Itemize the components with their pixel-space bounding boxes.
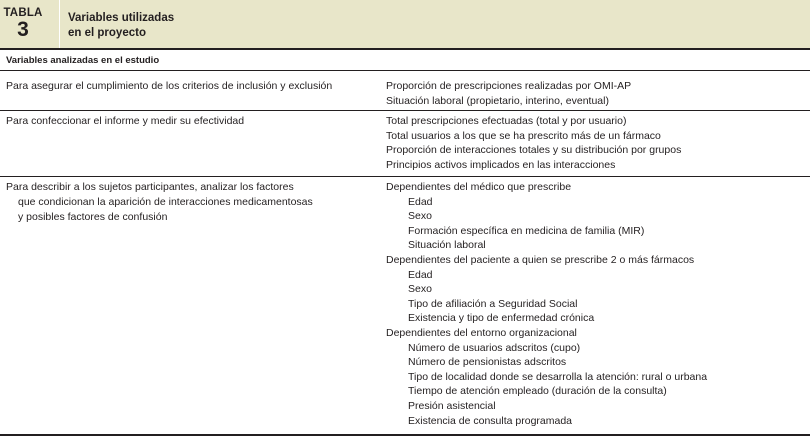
- variable-line: Número de usuarios adscritos (cupo): [408, 341, 581, 354]
- variable-line: Total usuarios a los que se ha prescrito más de un fármaco: [386, 129, 661, 142]
- variable-line: Presión asistencial: [408, 399, 496, 412]
- variable-line: Proporción de interacciones totales y su distribución por grupos: [386, 144, 682, 157]
- table-number: 3: [17, 18, 29, 41]
- table-title: [68, 11, 174, 41]
- variable-line: Proporción de prescripciones realizadas por OMI-AP: [386, 80, 632, 92]
- group-heading-entorno: Dependientes del entorno organizacional: [386, 326, 577, 339]
- row-purpose: [6, 79, 332, 94]
- table-bottom-rule: [0, 434, 810, 436]
- row-rule: [0, 176, 810, 177]
- variable-line: Situación laboral (propietario, interino, eventual): [386, 94, 609, 107]
- row-purpose: [6, 114, 244, 129]
- variable-line: Principios activos implicados en las interacciones: [386, 158, 616, 171]
- purpose-line: Para describir a los sujetos participantes, analizar los factores: [6, 181, 294, 193]
- variable-line: Tipo de afiliación a Seguridad Social: [408, 297, 578, 310]
- purpose-line: que condicionan la aparición de interacciones medicamentosas: [18, 196, 313, 208]
- variable-line: Formación específica en medicina de familia (MIR): [408, 224, 645, 237]
- group-heading-medico: Dependientes del médico que prescribe: [386, 181, 572, 193]
- table-label-word: TABLA: [3, 7, 43, 19]
- variable-line: Sexo: [408, 283, 432, 296]
- purpose-line: y posibles factores de confusión: [18, 211, 168, 223]
- header-divider: [59, 0, 60, 48]
- group-heading-paciente: Dependientes del paciente a quien se prescribe 2 o más fármacos: [386, 253, 695, 266]
- purpose-line: Para asegurar el cumplimiento de los criterios de inclusión y exclusión: [6, 80, 333, 92]
- variable-line: Tipo de localidad donde se desarrolla la atención: rural o urbana: [408, 370, 708, 383]
- row-variables: [386, 180, 707, 428]
- row-rule: [0, 110, 810, 111]
- row-variables: [386, 114, 681, 172]
- variable-line: Edad: [408, 195, 433, 208]
- subheader-rule: [0, 70, 810, 71]
- variable-line: Existencia de consulta programada: [408, 414, 573, 427]
- column-subheader: Variables analizadas en el estudio: [6, 55, 160, 66]
- table-label-box: [0, 0, 60, 48]
- variable-line: Existencia y tipo de enfermedad crónica: [408, 312, 595, 325]
- variable-line: Sexo: [408, 210, 432, 223]
- purpose-line: Para confeccionar el informe y medir su efectividad: [6, 115, 245, 127]
- variable-line: Edad: [408, 268, 433, 281]
- row-variables: [386, 79, 631, 108]
- variable-line: Situación laboral: [408, 239, 486, 252]
- row-purpose: [6, 180, 313, 225]
- header-rule: [0, 48, 810, 50]
- variable-line: Total prescripciones efectuadas (total y por usuario): [386, 115, 627, 127]
- variable-line: Tiempo de atención empleado (duración de la consulta): [408, 385, 667, 398]
- table-title-line2: en el proyecto: [68, 27, 146, 39]
- table-title-line1: Variables utilizadas: [68, 12, 175, 24]
- variable-line: Número de pensionistas adscritos: [408, 356, 567, 369]
